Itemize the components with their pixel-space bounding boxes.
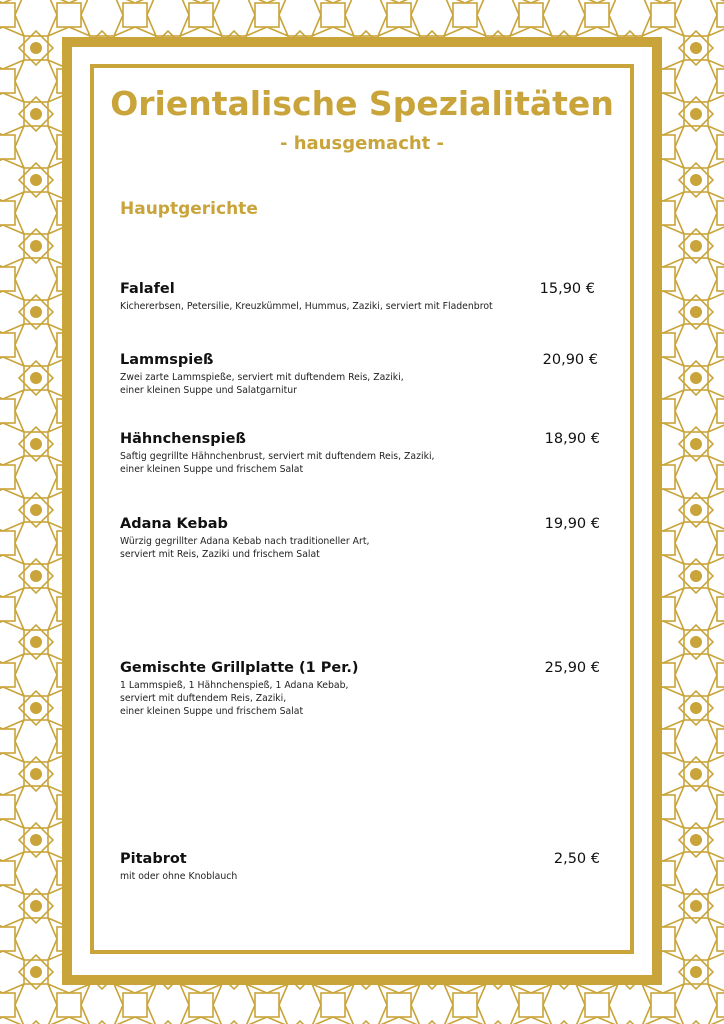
item-name: Falafel — [120, 281, 175, 297]
menu-item — [120, 352, 600, 397]
menu-item — [120, 431, 600, 476]
item-description: mit oder ohne Knoblauch — [120, 871, 238, 882]
menu-subtitle: - hausgemacht - — [279, 133, 445, 154]
item-description: Zwei zarte Lammspieße, serviert mit duftendem Reis, Zaziki, einer kleinen Suppe und Salatgarnitur — [120, 372, 404, 396]
item-name: Hähnchenspieß — [120, 431, 246, 447]
menu-item — [120, 281, 600, 313]
item-description: 1 Lammspieß, 1 Hähnchenspieß, 1 Adana Kebab, serviert mit duftendem Reis, Zaziki, einer kleinen Suppe und frischem Salat — [120, 680, 349, 717]
item-price: 25,90 € — [544, 660, 600, 676]
item-name: Pitabrot — [120, 851, 187, 867]
item-name: Lammspieß — [120, 352, 214, 368]
item-description: Würzig gegrillter Adana Kebab nach traditioneller Art, serviert mit Reis, Zaziki und frischem Salat — [120, 536, 370, 560]
menu-title: Orientalische Spezialitäten — [110, 84, 614, 123]
menu-item — [120, 516, 600, 561]
item-price: 18,90 € — [544, 431, 600, 447]
item-price: 15,90 € — [539, 281, 595, 297]
item-price: 20,90 € — [542, 352, 598, 368]
menu-item — [120, 851, 600, 883]
section-heading: Hauptgerichte — [120, 199, 258, 219]
item-description: Kichererbsen, Petersilie, Kreuzkümmel, Hummus, Zaziki, serviert mit Fladenbrot — [120, 301, 493, 312]
menu-item — [120, 660, 600, 718]
inner-gold-frame — [90, 64, 634, 954]
item-price: 19,90 € — [544, 516, 600, 532]
item-price: 2,50 € — [553, 851, 600, 867]
item-name: Adana Kebab — [120, 516, 228, 532]
item-description: Saftig gegrillte Hähnchenbrust, serviert mit duftendem Reis, Zaziki, einer kleinen Suppe und frischem Salat — [120, 451, 435, 475]
item-name: Gemischte Grillplatte (1 Per.) — [120, 660, 359, 676]
